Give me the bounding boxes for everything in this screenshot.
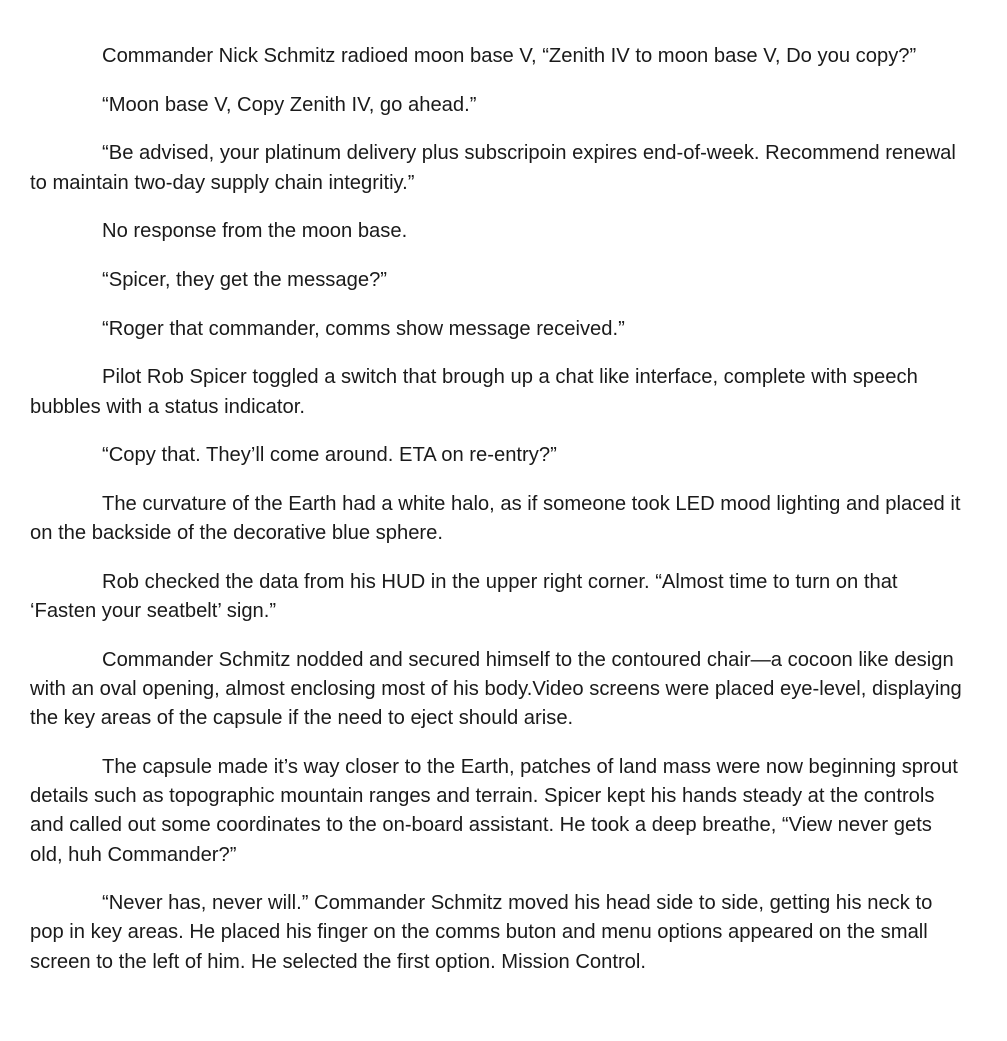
paragraph: “Never has, never will.” Commander Schmitz moved his head side to side, getting his neck to pop in key areas. He placed his finger on the comms buton and menu options appeared on the small screen to the left of him. He selected the first option. Mission Control.: [30, 892, 933, 973]
paragraph: “Moon base V, Copy Zenith IV, go ahead.”: [102, 93, 477, 116]
paragraph: “Be advised, your platinum delivery plus subscripoin expires end-of-week. Recommend renewal to maintain two-day supply chain integritiy.”: [30, 142, 956, 194]
paragraph: The curvature of the Earth had a white halo, as if someone took LED mood lighting and placed it on the backside of the decorative blue sphere.: [30, 493, 961, 545]
paragraph: The capsule made it’s way closer to the Earth, patches of land mass were now beginning sprout details such as topographic mountain ranges and terrain. Spicer kept his hands steady at the controls and called out some coordinates to the on-board assistant. He took a deep breathe, “View never gets old, huh Commander?”: [30, 755, 958, 866]
paragraph: “Spicer, they get the message?”: [102, 269, 388, 292]
paragraph: Rob checked the data from his HUD in the upper right corner. “Almost time to turn on that ‘Fasten your seatbelt’ sign.”: [30, 570, 898, 623]
paragraph: Commander Schmitz nodded and secured himself to the contoured chair—a cocoon like design with an oval opening, almost enclosing most of his body.Video screens were placed eye-level, displaying the key areas of the capsule if the need to eject should arise.: [30, 648, 962, 730]
paragraph: “Roger that commander, comms show message received.”: [102, 317, 625, 340]
paragraph: No response from the moon base.: [102, 220, 408, 243]
paragraph: Commander Nick Schmitz radioed moon base V, “Zenith IV to moon base V, Do you copy?”: [102, 45, 917, 67]
paragraph: “Copy that. They’ll come around. ETA on re-entry?”: [102, 444, 557, 467]
paragraph: Pilot Rob Spicer toggled a switch that brough up a chat like interface, complete with speech bubbles with a status indicator.: [30, 366, 918, 418]
